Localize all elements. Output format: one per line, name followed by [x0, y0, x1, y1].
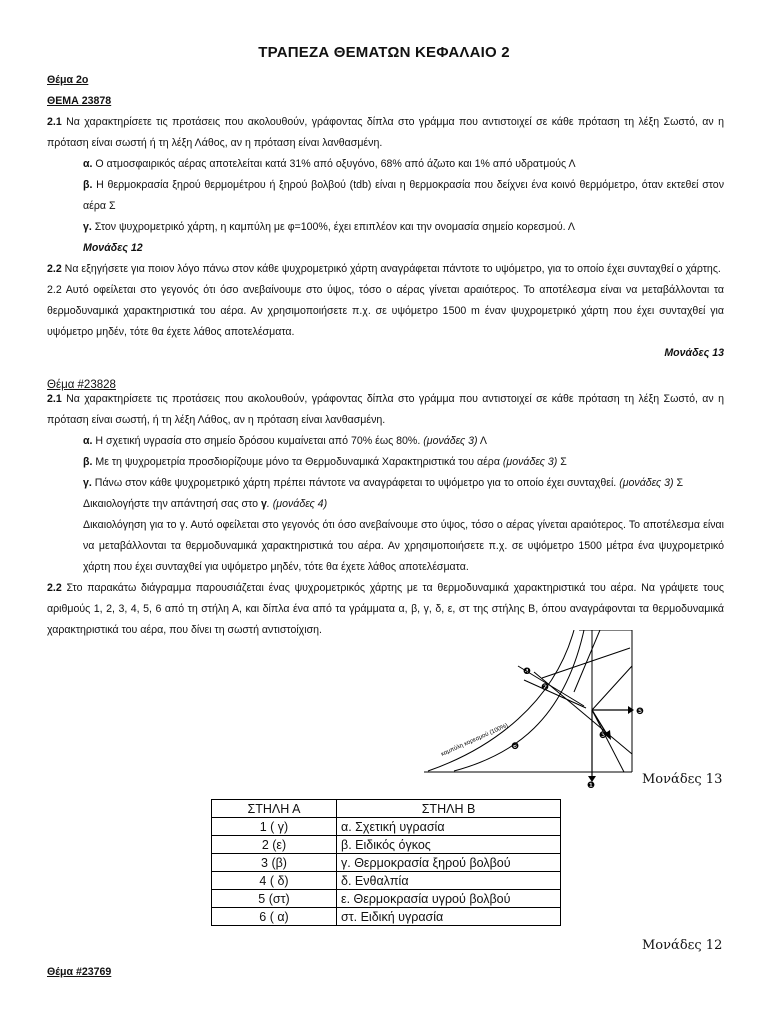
answer-text: 2.2 Αυτό οφείλεται στο γεγονός ότι όσο ανεβαίνουμε στο ύψος, τόσο ο αέρας γίνεται αραιότερος. Το αποτέλεσμα είναι να μεταβάλλονται τα θερμοδυναμικά χαρακτηριστικά του αέρα. Αν χρησιμοποιήσετε π.χ. σε υψόμετρο 1500 m έναν ψυχρομετρικό χάρτη που έχει συνταχθεί για υψόμετρο μηδέν, τότε θα έχετε λάθος αποτελέσματα.: [47, 284, 724, 338]
statement-text: Ο ατμοσφαιρικός αέρας αποτελείται κατά 31% από οξυγόνο, 68% από άζωτο και 1% από υδρατμούς Λ: [92, 158, 576, 170]
question-2-2: [47, 259, 724, 280]
column-b-header: ΣΤΗΛΗ Β: [337, 800, 561, 818]
justification-points: . (μονάδες 4): [266, 498, 328, 510]
column-a-cell: 5 (στ): [212, 890, 337, 908]
marker-1: ❶: [587, 781, 596, 791]
table-row: [212, 836, 561, 854]
statement-label: γ.: [83, 477, 92, 489]
statement-answer: Λ: [477, 435, 488, 447]
statement-label: γ.: [83, 221, 92, 233]
question-text: Να χαρακτηρίσετε τις προτάσεις που ακολουθούν, γράφοντας δίπλα στο γράμμα που αντιστοιχεί σε κάθε πρόταση τη λέξη Σωστό, αν η πρόταση είναι σωστή ή τη λέξη Λάθος, αν η πρόταση είναι λανθασμένη.: [47, 116, 724, 149]
table-row: [212, 854, 561, 872]
statement-points: (μονάδες 3): [619, 477, 674, 489]
statement-label: α.: [83, 435, 93, 447]
points-label: Μονάδες 13: [642, 772, 723, 787]
question-number: 2.1: [47, 393, 62, 405]
table-row: [212, 818, 561, 836]
statement-g: [47, 473, 724, 494]
column-b-cell: α. Σχετική υγρασία: [337, 818, 561, 836]
question-text: Στο παρακάτω διάγραμμα παρουσιάζεται ένας ψυχρομετρικός χάρτης με τα θερμοδυναμικά χαρακτηριστικά του αέρα. Να γράψετε τους αριθμούς 1, 2, 3, 4, 5, 6 από τη στήλη Α, και δίπλα ένα από τα γράμματα α, β, γ, δ, ε, στ της στήλης Β, όπου αναγράφονται τα θερμοδυναμικά χαρακτηριστικά του αέρα, που δίνει τη σωστή αντιστοίχιση.: [47, 582, 724, 636]
column-a-header: ΣΤΗΛΗ Α: [212, 800, 337, 818]
question-text: Να χαρακτηρίσετε τις προτάσεις που ακολουθούν, γράφοντας δίπλα στο γράμμα που αντιστοιχεί σε κάθε πρόταση τη λέξη Σωστό, αν η πρόταση είναι σωστή, ή τη λέξη Λάθος, αν η πρόταση είναι λανθασμένη.: [47, 393, 724, 426]
points-label: Μονάδες 12: [642, 938, 723, 953]
table-row: [212, 872, 561, 890]
statement-text: Με τη ψυχρομετρία προσδιορίζουμε μόνο τα Θερμοδυναμικά Χαρακτηριστικά του αέρα: [92, 456, 503, 468]
arrow-5-head: [628, 706, 634, 714]
topic-id: ΘΕΜΑ 23878: [47, 95, 112, 107]
statement-text: Πάνω στον κάθε ψυχρομετρικό χάρτη πρέπει πάντοτε να αναγράφεται το υψόμετρο για το οποίο έχει συνταχθεί.: [91, 477, 620, 489]
statement-text: Η θερμοκρασία ξηρού θερμομέτρου ή ξηρού βολβού (tdb) είναι η θερμοκρασία που δείχνει ένα κοινό θερμόμετρο, όταν εκτεθεί στον αέρα Σ: [83, 179, 724, 212]
section-heading: Θέμα 2ο: [47, 74, 89, 86]
column-a-cell: 6 ( α): [212, 908, 337, 926]
question-number: 2.2: [47, 263, 62, 275]
question-2-1: [47, 112, 724, 154]
marker-3: ❸: [599, 731, 608, 741]
volume-line-2: [592, 710, 624, 772]
marker-6: ❻: [511, 742, 520, 752]
psychrometric-chart-diagram: [424, 630, 656, 792]
column-b-cell: ε. Θερμοκρασία υγρού βολβού: [337, 890, 561, 908]
question-number: 2.1: [47, 116, 62, 128]
points-label: Μονάδες 12: [83, 242, 143, 254]
statement-answer: Σ: [673, 477, 684, 489]
question-text: Να εξηγήσετε για ποιον λόγο πάνω στον κάθε ψυχρομετρικό χάρτη αναγράφεται πάντοτε το υψόμετρο, για το οποίο έχει συνταχθεί ο χάρτης.: [61, 263, 721, 275]
points-label: Μονάδες 13: [664, 347, 724, 359]
justification-answer: Δικαιολόγηση για το γ. Αυτό οφείλεται στο γεγονός ότι όσο ανεβαίνουμε στο ύψος, τόσο ο αέρας γίνεται αραιότερος. Το αποτέλεσμα είναι να μεταβάλλονται τα θερμοδυναμικά χαρακτηριστικά του αέρα. Αν χρησιμοποιήσετε π.χ. σε υψόμετρο 1500 μέτρα ένα ψυχρομετρικό χάρτη που έχει συνταχθεί για υψόμετρο μηδέν, τότε θα έχετε λάθος αποτελέσματα.: [83, 519, 724, 573]
marker-2: ❷: [541, 683, 550, 693]
statement-answer: Σ: [557, 456, 567, 468]
question-3: [47, 962, 724, 983]
statement-a: [47, 154, 724, 175]
justification-letter: γ: [260, 498, 267, 510]
table-row: [212, 908, 561, 926]
marker-5: ❺: [636, 707, 645, 717]
question-2-1: [47, 389, 724, 431]
question-number: 2.2: [47, 582, 62, 594]
statement-label: β.: [83, 456, 93, 468]
marker-4: ❹: [523, 667, 532, 677]
column-a-cell: 4 ( δ): [212, 872, 337, 890]
statement-a: [47, 431, 724, 452]
column-a-cell: 1 ( γ): [212, 818, 337, 836]
page-title: ΤΡΑΠΕΖΑ ΘΕΜΑΤΩΝ ΚΕΦΑΛΑΙΟ 2: [258, 44, 510, 61]
statement-points: (μονάδες 3): [423, 435, 478, 447]
spec-line: [574, 630, 600, 692]
statement-label: β.: [83, 179, 93, 191]
column-b-cell: γ. Θερμοκρασία ξηρού βολβού: [337, 854, 561, 872]
justification-text: Δικαιολογήστε την απάντησή σας στο: [83, 498, 261, 510]
justification-prompt: [47, 494, 724, 515]
statement-label: α.: [83, 158, 93, 170]
column-b-cell: δ. Ενθαλπία: [337, 872, 561, 890]
topic-id: Θέμα #23828: [47, 379, 116, 391]
question-2-body: [47, 389, 724, 641]
column-b-cell: β. Ειδικός όγκος: [337, 836, 561, 854]
statement-points: (μονάδες 3): [502, 456, 558, 468]
saturation-curve-label: καμπύλη κορεσμού (100%): [440, 722, 509, 758]
question-1: [47, 70, 724, 364]
volume-line: [592, 666, 632, 710]
column-a-cell: 2 (ε): [212, 836, 337, 854]
column-b-cell: στ. Ειδική υγρασία: [337, 908, 561, 926]
matching-table: [211, 799, 561, 926]
topic-id: Θέμα #23769: [47, 966, 112, 978]
statement-text: Η σχετική υγρασία στο σημείο δρόσου κυμαίνεται από 70% έως 80%.: [92, 435, 424, 447]
statement-text: Στον ψυχρομετρικό χάρτη, η καμπύλη με φ=100%, έχει επιπλέον και την ονομασία σημείο κορεσμού. Λ: [91, 221, 576, 233]
table-row: [212, 890, 561, 908]
column-a-cell: 3 (β): [212, 854, 337, 872]
statement-b: [47, 175, 724, 217]
statement-b: [47, 452, 724, 473]
statement-g: [47, 217, 724, 238]
table-header-row: [212, 800, 561, 818]
